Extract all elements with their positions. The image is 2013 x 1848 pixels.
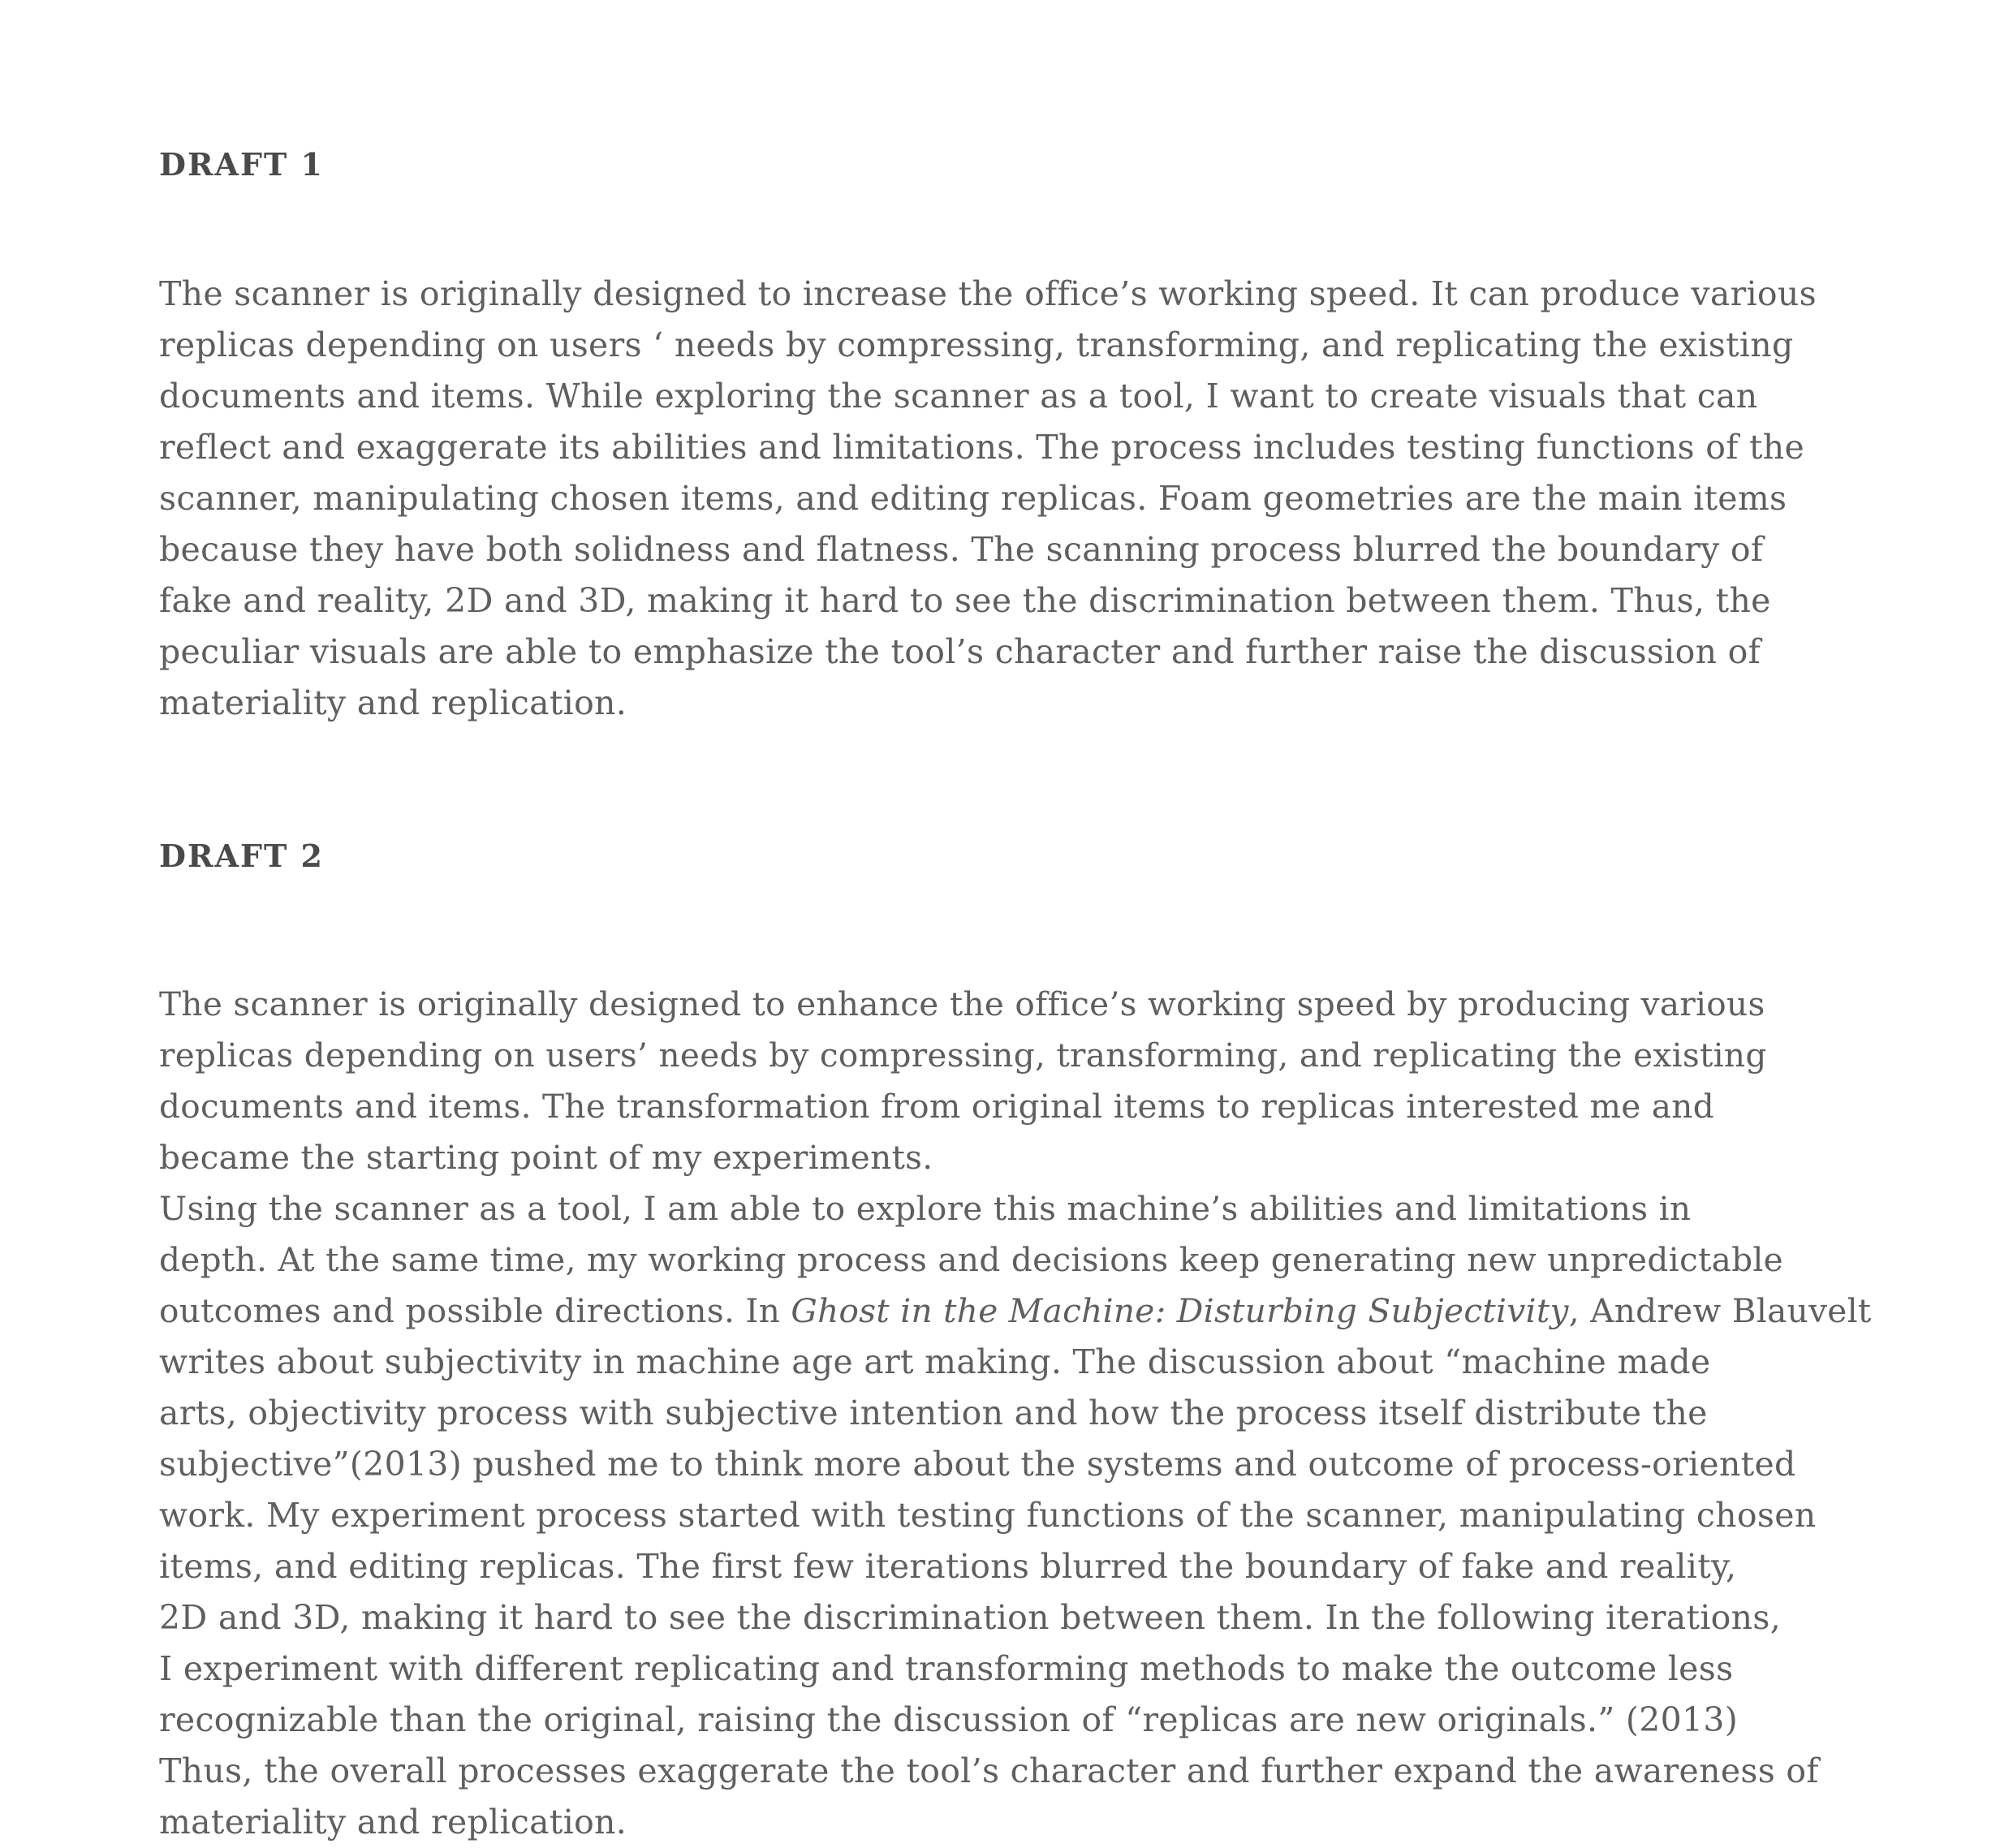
- text-line: depth. At the same time, my working process and decisions keep generating new unpredictable: [159, 1240, 1783, 1279]
- text-line: materiality and replication.: [159, 683, 627, 722]
- citation-line: [159, 1286, 1872, 1337]
- text-line: 2D and 3D, making it hard to see the discrimination between them. In the following iterations,: [159, 1598, 1782, 1637]
- text-segment: outcomes and possible directions. In: [159, 1291, 791, 1330]
- text-line: became the starting point of my experiments.: [159, 1138, 933, 1177]
- text-line: Using the scanner as a tool, I am able to explore this machine’s abilities and limitations in: [159, 1189, 1692, 1228]
- text-line: documents and items. The transformation from original items to replicas interested me and: [159, 1087, 1715, 1126]
- cited-work-title: Ghost in the Machine: Disturbing Subjectivity: [791, 1291, 1569, 1330]
- text-line: items, and editing replicas. The first few iterations blurred the boundary of fake and reality,: [159, 1547, 1737, 1586]
- text-line: The scanner is originally designed to increase the office’s working speed. It can produce various: [159, 274, 1817, 313]
- text-line: reflect and exaggerate its abilities and limitations. The process includes testing functions of the: [159, 428, 1805, 467]
- text-line: replicas depending on users ‘ needs by compressing, transforming, and replicating the existing: [159, 325, 1794, 364]
- text-line: Thus, the overall processes exaggerate the tool’s character and further expand the awareness of: [159, 1751, 1819, 1790]
- draft-2-heading: DRAFT 2: [159, 838, 324, 874]
- text-line: because they have both solidness and flatness. The scanning process blurred the boundary of: [159, 530, 1764, 569]
- draft-1-heading: DRAFT 1: [159, 146, 324, 183]
- text-line: The scanner is originally designed to enhance the office’s working speed by producing various: [159, 984, 1765, 1023]
- text-line: replicas depending on users’ needs by compressing, transforming, and replicating the existing: [159, 1036, 1767, 1075]
- text-line: documents and items. While exploring the scanner as a tool, I want to create visuals that can: [159, 377, 1758, 416]
- text-line: arts, objectivity process with subjective intention and how the process itself distribute the: [159, 1394, 1708, 1432]
- text-line: I experiment with different replicating and transforming methods to make the outcome less: [159, 1649, 1734, 1688]
- text-line: scanner, manipulating chosen items, and editing replicas. Foam geometries are the main items: [159, 479, 1787, 518]
- text-line: subjective”(2013) pushed me to think more about the systems and outcome of process-oriented: [159, 1445, 1796, 1484]
- text-line: peculiar visuals are able to emphasize the tool’s character and further raise the discussion of: [159, 632, 1761, 671]
- text-line: fake and reality, 2D and 3D, making it hard to see the discrimination between them. Thus, the: [159, 581, 1771, 620]
- text-line: writes about subjectivity in machine age art making. The discussion about “machine made: [159, 1342, 1711, 1381]
- draft-1-paragraph: [159, 269, 1817, 729]
- text-segment: , Andrew Blauvelt: [1568, 1291, 1872, 1330]
- text-line: work. My experiment process started with testing functions of the scanner, manipulating chosen: [159, 1496, 1817, 1535]
- text-line: materiality and replication.: [159, 1803, 627, 1842]
- text-line: recognizable than the original, raising the discussion of “replicas are new originals.” (2013): [159, 1700, 1739, 1739]
- draft-2-paragraph: [159, 979, 1872, 1848]
